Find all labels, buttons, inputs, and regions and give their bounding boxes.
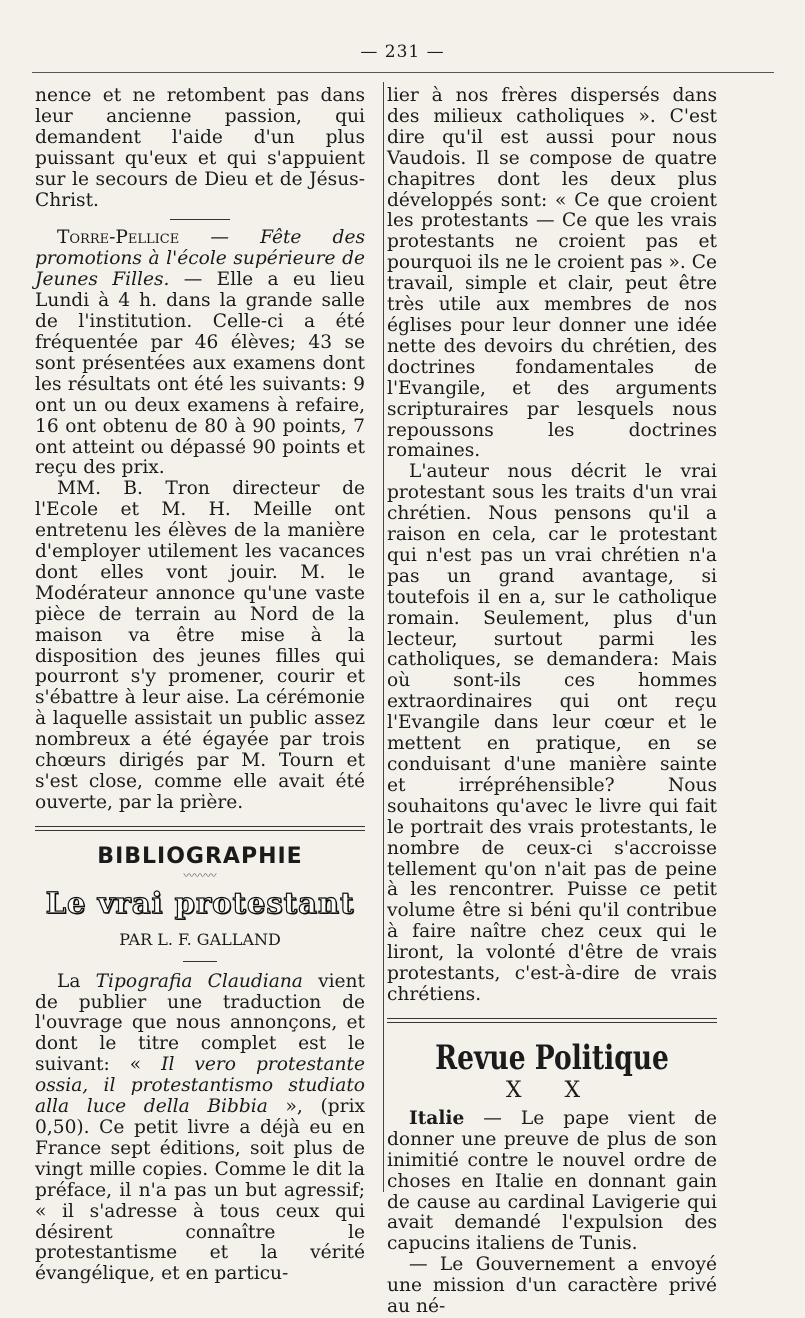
- byline-rule: [183, 961, 217, 962]
- book-author: PAR L. F. GALLAND: [119, 929, 281, 949]
- government-paragraph: — Le Gouvernement a envoyé une mission d'un caractère privé au né-: [387, 1254, 717, 1318]
- header-rule: [32, 72, 774, 73]
- country-lead: Italie: [409, 1107, 465, 1129]
- page-number: — 231 —: [360, 42, 445, 62]
- section-separator: [170, 219, 230, 220]
- left-paragraph-continued: nence et ne retombent pas dans leur ancienne passion, qui demandent l'aide d'un plus puissant qu'eux et qui s'appuient sur le secours de Dieu et de Jésus-Christ.: [35, 85, 365, 211]
- right-column: [387, 86, 717, 1318]
- ceremony-paragraph: MM. B. Tron directeur de l'Ecole et M. H. Meille ont entretenu les élèves de la manière d'employer utilement les vacances dont elles vont jouir. M. le Modérateur annonce qu'une vaste pièce de terrain au Nord de la maison va être mise à la disposition des jeunes filles qui pourront s'y promener, courir et s'ébattre à leur aise. La cérémonie à laquelle assistait un public assez nombreux a été égayée par trois chœurs dirigés par M. Tourn et s'est close, comme elle avait été ouverte, par la prière.: [35, 478, 365, 813]
- column-divider: [383, 82, 384, 1192]
- news-body: — Elle a eu lieu Lundi à 4 h. dans la grande salle de l'institution. Celle-ci a été fréquentée par 46 élèves; 43 se sont présentées aux examens dont les résultats ont été les suivants: 9 ont un ou deux examens à refaire, 16 ont obtenu de 80 à 90 points, 7 ont atteint ou dépassé 90 points et reçu des prix.: [35, 269, 366, 479]
- bibliography-continued: lier à nos frères dispersés dans des milieux catholiques ». C'est dire qu'il est aussi pour nous Vaudois. Il se compose de quatre chapitres dont les deux plus développés sont: « Ce que croient les protestants — Ce que les vrais protestants ne croient pas et pourquoi ils ne le croient pas ». Ce travail, simple et clair, peut être très utile aux membres de nos églises pour leur donner une idée nette des devoirs du chrétien, des doctrines fondamentales de l'Evangile, et des arguments scripturaires par lesquels nous repoussons les doctrines romaines.: [387, 85, 717, 462]
- italie-paragraph: Italie — Le pape vient de donner une preuve de plus de son inimitié contre le nouvel ordre de choses en Italie en donnant gain de cause au cardinal Lavigerie qui avait demandé l'expulsion des capucins italiens de Tunis.: [387, 1107, 717, 1255]
- book-title: Le vrai protestant: [45, 885, 355, 920]
- news-title: — Fête des promotions à l'école supérieure de Jeunes Filles.: [35, 227, 365, 291]
- ornament-squiggle: 〰〰〰: [183, 868, 217, 882]
- section-double-rule-right: [387, 1018, 717, 1023]
- section-double-rule: [35, 826, 365, 831]
- revue-politique-heading: Revue Politique: [435, 1037, 669, 1078]
- heading-ornament: X X: [505, 1077, 599, 1103]
- bibliography-heading: BIBLIOGRAPHIE: [97, 843, 303, 869]
- bibliography-paragraph: La Tipografia Claudiana vient de publier une traduction de l'ouvrage que nous annonçons, et dont le titre complet est le suivant: « Il vero protestante ossia, il protestantismo studiato alla luce della Bibbia », (prix 0,50). Ce petit livre a déjà eu en France sept éditions, soit plus de vingt mille copies. Comme le dit la préface, il n'a pas un but agressif; « il s'adresse à tous ceux qui désirent connaître le protestantisme et la vérité évangélique, et en particu-: [35, 970, 366, 1285]
- left-column: [35, 86, 365, 1285]
- place-name: Torre-Pellice: [57, 227, 180, 249]
- author-description-paragraph: L'auteur nous décrit le vrai protestant sous les traits d'un vrai chrétien. Nous pensons qu'il a raison en cela, car le protestant qui n'est pas un vrai chrétien n'a pas un grand avantage, si toutefois il en a, sur le catholique romain. Seulement, plus d'un lecteur, surtout parmi les catholiques, se demandera: Mais où sont-ils ces hommes extraordinaires qui ont reçu l'Evangile dans leur cœur et le mettent en pratique, en se conduisant d'une manière sainte et irrépréhensible? Nous souhaitons qu'avec le livre qui fait le portrait des vrais protestants, le nombre de ceux-ci s'accroisse tellement qu'on n'ait pas de peine à les rencontrer. Puisse ce petit volume être si béni qu'il contribue à faire naître chez ceux qui le liront, la volonté d'être de vrais protestants, c'est-à-dire de vrais chrétiens.: [387, 461, 717, 1005]
- torre-pellice-news: [35, 228, 365, 479]
